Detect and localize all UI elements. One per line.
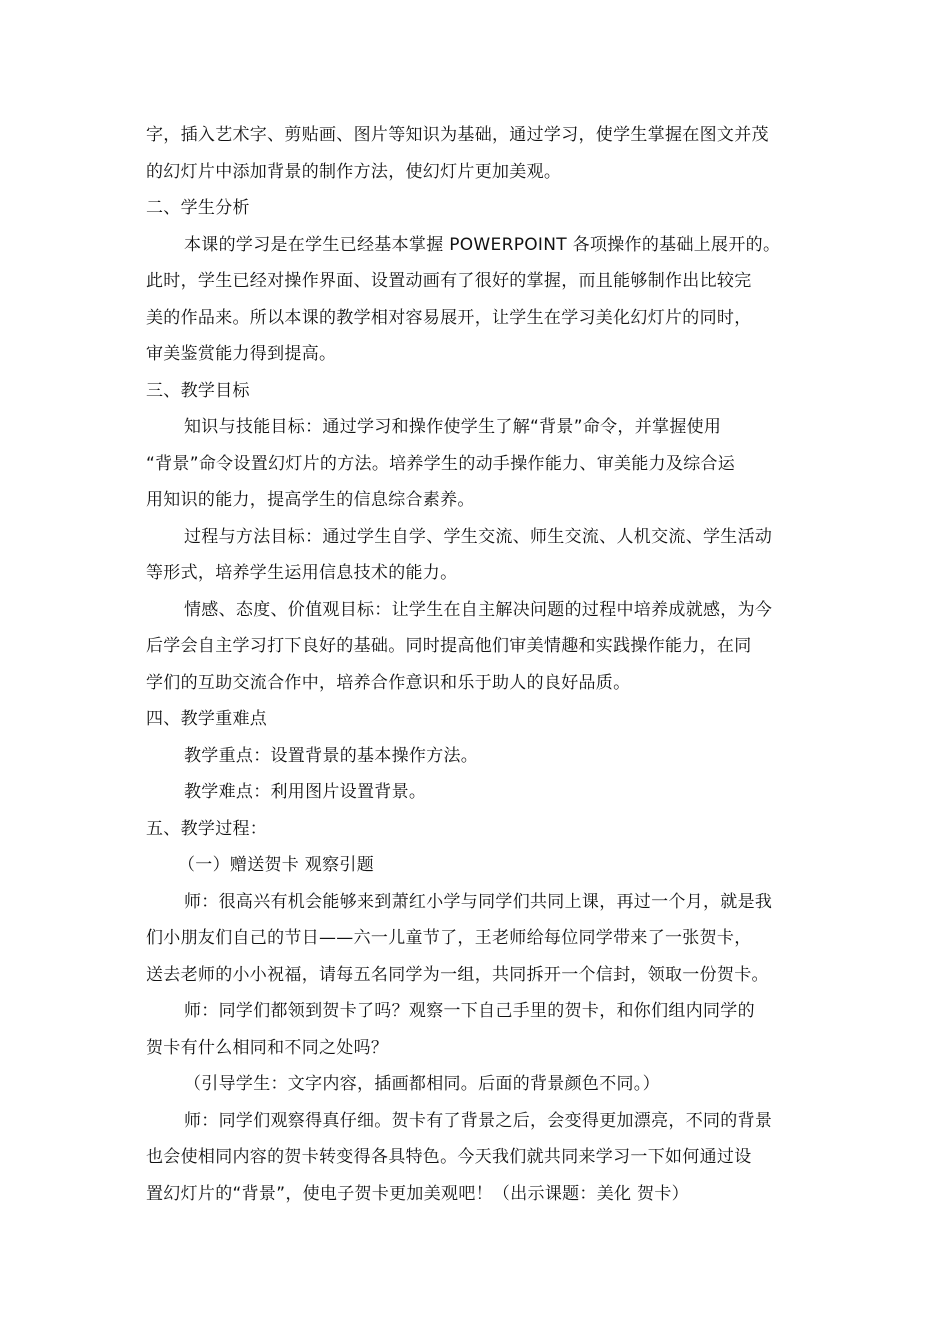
text-line: 师：很高兴有机会能够来到萧红小学与同学们共同上课，再过一个月，就是我 (184, 891, 773, 912)
text-line: （一）赠送贺卡 观察引题 (178, 855, 375, 875)
text-line: 情感、态度、价值观目标：让学生在自主解决问题的过程中培养成就感，为今 (184, 599, 773, 620)
text-line: 用知识的能力，提高学生的信息综合素养。 (146, 490, 475, 510)
text-line: 字，插入艺术字、剪贴画、图片等知识为基础，通过学习，使学生掌握在图文并茂 (146, 125, 769, 145)
text-line: 四、教学重难点 (146, 709, 268, 729)
text-line: 过程与方法目标：通过学生自学、学生交流、师生交流、人机交流、学生活动 (184, 526, 773, 547)
text-line: 们小朋友们自己的节日——六一儿童节了，王老师给每位同学带来了一张贺卡， (146, 928, 752, 948)
text-line: 的幻灯片中添加背景的制作方法，使幻灯片更加美观。 (146, 161, 562, 182)
text-line: 师：同学们观察得真仔细。贺卡有了背景之后，会变得更加漂亮，不同的背景 (184, 1110, 773, 1131)
text-line: 师：同学们都领到贺卡了吗？观察一下自己手里的贺卡，和你们组内同学的 (184, 1001, 755, 1021)
text-line: 本课的学习是在学生已经基本掌握 POWERPOINT 各项操作的基础上展开的。 (184, 234, 781, 255)
text-line: 送去老师的小小祝福，请每五名同学为一组，共同拆开一个信封，领取一份贺卡。 (146, 964, 769, 985)
text-line: 此时，学生已经对操作界面、设置动画有了很好的掌握，而且能够制作出比较完 (146, 271, 752, 291)
text-line: 等形式，培养学生运用信息技术的能力。 (146, 563, 458, 583)
text-line: 教学重点：设置背景的基本操作方法。 (184, 745, 479, 766)
text-line: 贺卡有什么相同和不同之处吗？ (146, 1037, 389, 1058)
text-line: 后学会自主学习打下良好的基础。同时提高他们审美情趣和实践操作能力，在同 (146, 636, 752, 656)
document-body (146, 117, 816, 1212)
text-line: 教学难点：利用图片设置背景。 (184, 782, 427, 802)
text-line: 置幻灯片的“背景”，使电子贺卡更加美观吧！（出示课题：美化 贺卡） (146, 1183, 689, 1204)
text-line: 审美鉴赏能力得到提高。 (146, 344, 337, 364)
text-line: 二、学生分析 (146, 198, 250, 218)
text-line: 三、教学目标 (146, 380, 250, 401)
text-line: 五、教学过程： (146, 818, 268, 839)
text-line: （引导学生：文字内容，插画都相同。后面的背景颜色不同。） (184, 1074, 660, 1094)
text-line: “背景”命令设置幻灯片的方法。培养学生的动手操作能力、审美能力及综合运 (146, 453, 736, 474)
text-line: 也会使相同内容的贺卡转变得各具特色。今天我们就共同来学习一下如何通过设 (146, 1147, 752, 1167)
text-line: 美的作品来。所以本课的教学相对容易展开，让学生在学习美化幻灯片的同时， (146, 307, 752, 328)
text-line: 知识与技能目标：通过学习和操作使学生了解“背景”命令，并掌握使用 (184, 417, 722, 437)
text-line: 学们的互助交流合作中，培养合作意识和乐于助人的良好品质。 (146, 672, 631, 693)
